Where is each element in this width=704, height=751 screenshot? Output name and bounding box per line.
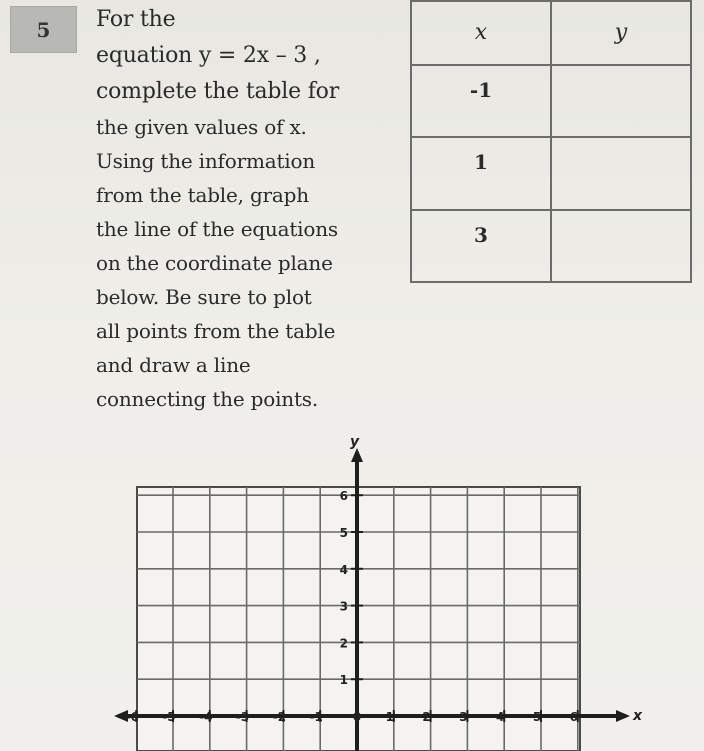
prompt-line: complete the table for (96, 79, 340, 104)
x-tick-label: -5 (162, 710, 176, 724)
y-axis-up-arrow (351, 448, 363, 462)
prompt-line: below. Be sure to plot (96, 285, 312, 309)
x-tick-label: 5 (532, 710, 542, 724)
y-tick-label: 1 (339, 673, 348, 688)
x-tick-label: -4 (199, 710, 213, 724)
x-tick-label: 6 (569, 710, 578, 724)
x-axis-right-arrow (616, 710, 630, 722)
y-tick-label: 2 (339, 636, 348, 651)
prompt-line: from the table, graph (96, 183, 309, 207)
table-row (411, 210, 691, 282)
x-tick-label: -6 (125, 710, 139, 724)
prompt-line: connecting the points. (96, 387, 319, 411)
y-tick-label: 3 (339, 599, 348, 614)
x-tick-label: 0 (352, 710, 362, 724)
x-tick-label: 3 (459, 710, 468, 724)
x-tick-label: -3 (235, 710, 250, 724)
y-answer-cell[interactable] (551, 65, 691, 137)
x-tick-label: 1 (385, 710, 394, 724)
problem-prompt (96, 2, 396, 416)
problem-number: 5 (10, 6, 77, 53)
y-answer-cell[interactable] (551, 210, 691, 282)
prompt-line: on the coordinate plane (96, 251, 333, 275)
table-row (411, 65, 691, 137)
x-tick-label: -1 (309, 710, 323, 724)
prompt-line: Using the information (96, 149, 315, 173)
y-axis-label: y (350, 434, 360, 450)
y-tick-label: 5 (339, 526, 348, 540)
x-tick-label: 4 (496, 710, 505, 724)
prompt-line: all points from the table (96, 319, 336, 343)
table-row (411, 137, 691, 209)
y-tick-label: 4 (339, 562, 348, 577)
values-table (410, 0, 692, 283)
table-header-row (411, 1, 691, 65)
x-value: -1 (411, 65, 551, 137)
prompt-line: the given values of x. (96, 115, 307, 139)
prompt-line: For the (96, 7, 176, 32)
header-y: y (551, 1, 691, 65)
prompt-line: the line of the equations (96, 217, 338, 241)
y-answer-cell[interactable] (551, 137, 691, 209)
prompt-line: equation y = 2x – 3 , (96, 43, 321, 68)
x-tick-label: -2 (272, 710, 287, 724)
x-tick-label: 2 (422, 710, 431, 724)
coordinate-plane[interactable] (0, 430, 704, 751)
x-value: 1 (411, 137, 551, 209)
prompt-line: and draw a line (96, 353, 251, 377)
x-value: 3 (411, 210, 551, 282)
y-tick-label: 6 (339, 489, 348, 504)
header-x: x (411, 1, 551, 65)
x-axis-label: x (633, 708, 643, 724)
